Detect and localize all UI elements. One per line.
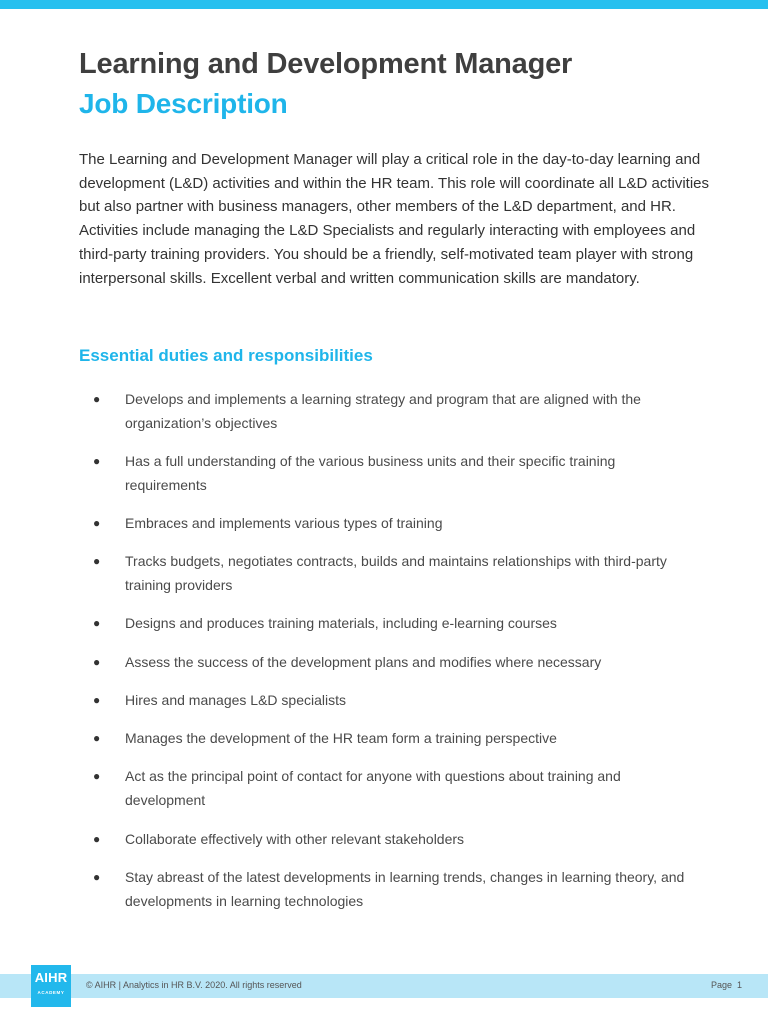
bullet-icon: ● xyxy=(93,693,101,707)
page-subtitle: Job Description xyxy=(79,88,288,119)
duty-item xyxy=(93,865,695,913)
duty-text: Act as the principal point of contact for anyone with questions about training and development xyxy=(125,768,621,808)
duty-item xyxy=(93,827,695,851)
footer-page-indicator xyxy=(711,980,742,990)
bullet-icon: ● xyxy=(93,392,101,406)
duty-item xyxy=(93,726,695,750)
duty-item xyxy=(93,549,695,597)
duty-item xyxy=(93,387,695,435)
top-accent-bar xyxy=(0,0,768,9)
bullet-icon: ● xyxy=(93,616,101,630)
bullet-icon: ● xyxy=(93,870,101,884)
bullet-icon: ● xyxy=(93,655,101,669)
duty-text: Manages the development of the HR team form a training perspective xyxy=(125,730,557,746)
bullet-icon: ● xyxy=(93,769,101,783)
duty-text: Develops and implements a learning strategy and program that are aligned with the organization’s objectives xyxy=(125,391,641,431)
page-title: Learning and Development Manager xyxy=(79,48,573,80)
duty-text: Embraces and implements various types of training xyxy=(125,515,443,531)
duty-item xyxy=(93,688,695,712)
bullet-icon: ● xyxy=(93,516,101,530)
bullet-icon: ● xyxy=(93,731,101,745)
bullet-icon: ● xyxy=(93,454,101,468)
duty-text: Hires and manages L&D specialists xyxy=(125,692,346,708)
duty-text: Has a full understanding of the various business units and their specific training requirements xyxy=(125,453,616,493)
page-label: Page xyxy=(710,980,732,990)
duty-text: Designs and produces training materials, including e-learning courses xyxy=(125,615,557,631)
duty-text: Collaborate effectively with other relevant stakeholders xyxy=(125,831,465,847)
duty-text: Assess the success of the development plans and modifies where necessary xyxy=(125,654,602,670)
footer-copyright: © AIHR | Analytics in HR B.V. 2020. All rights reserved xyxy=(86,980,302,990)
logo-subtext: ACADEMY xyxy=(37,990,65,995)
bullet-icon: ● xyxy=(93,554,101,568)
bullet-icon: ● xyxy=(93,832,101,846)
duty-item xyxy=(93,650,695,674)
aihr-logo xyxy=(31,965,71,1007)
intro-paragraph: The Learning and Development Manager will play a critical role in the day-to-day learning and development (L&D) activities and within the HR team. This role will coordinate all L&D activities but also partner with business managers, other members of the L&D department, and HR. Activities include managing the L&D Specialists and regularly interacting with employees and third-party training providers. You should be a friendly, self-motivated team player with strong interpersonal skills. Excellent verbal and written communication skills are mandatory. xyxy=(79,151,709,287)
duty-item xyxy=(93,449,695,497)
duty-text: Tracks budgets, negotiates contracts, builds and maintains relationships with third-party training providers xyxy=(125,553,667,593)
duty-item xyxy=(93,511,695,535)
page-number: 1 xyxy=(736,980,742,990)
duty-text: Stay abreast of the latest developments in learning trends, changes in learning theory, and developments in learning technologies xyxy=(125,869,685,909)
logo-text: AIHR xyxy=(34,970,68,985)
section-heading: Essential duties and responsibilities xyxy=(79,346,373,365)
duty-item xyxy=(93,764,695,812)
duty-item xyxy=(93,611,695,635)
